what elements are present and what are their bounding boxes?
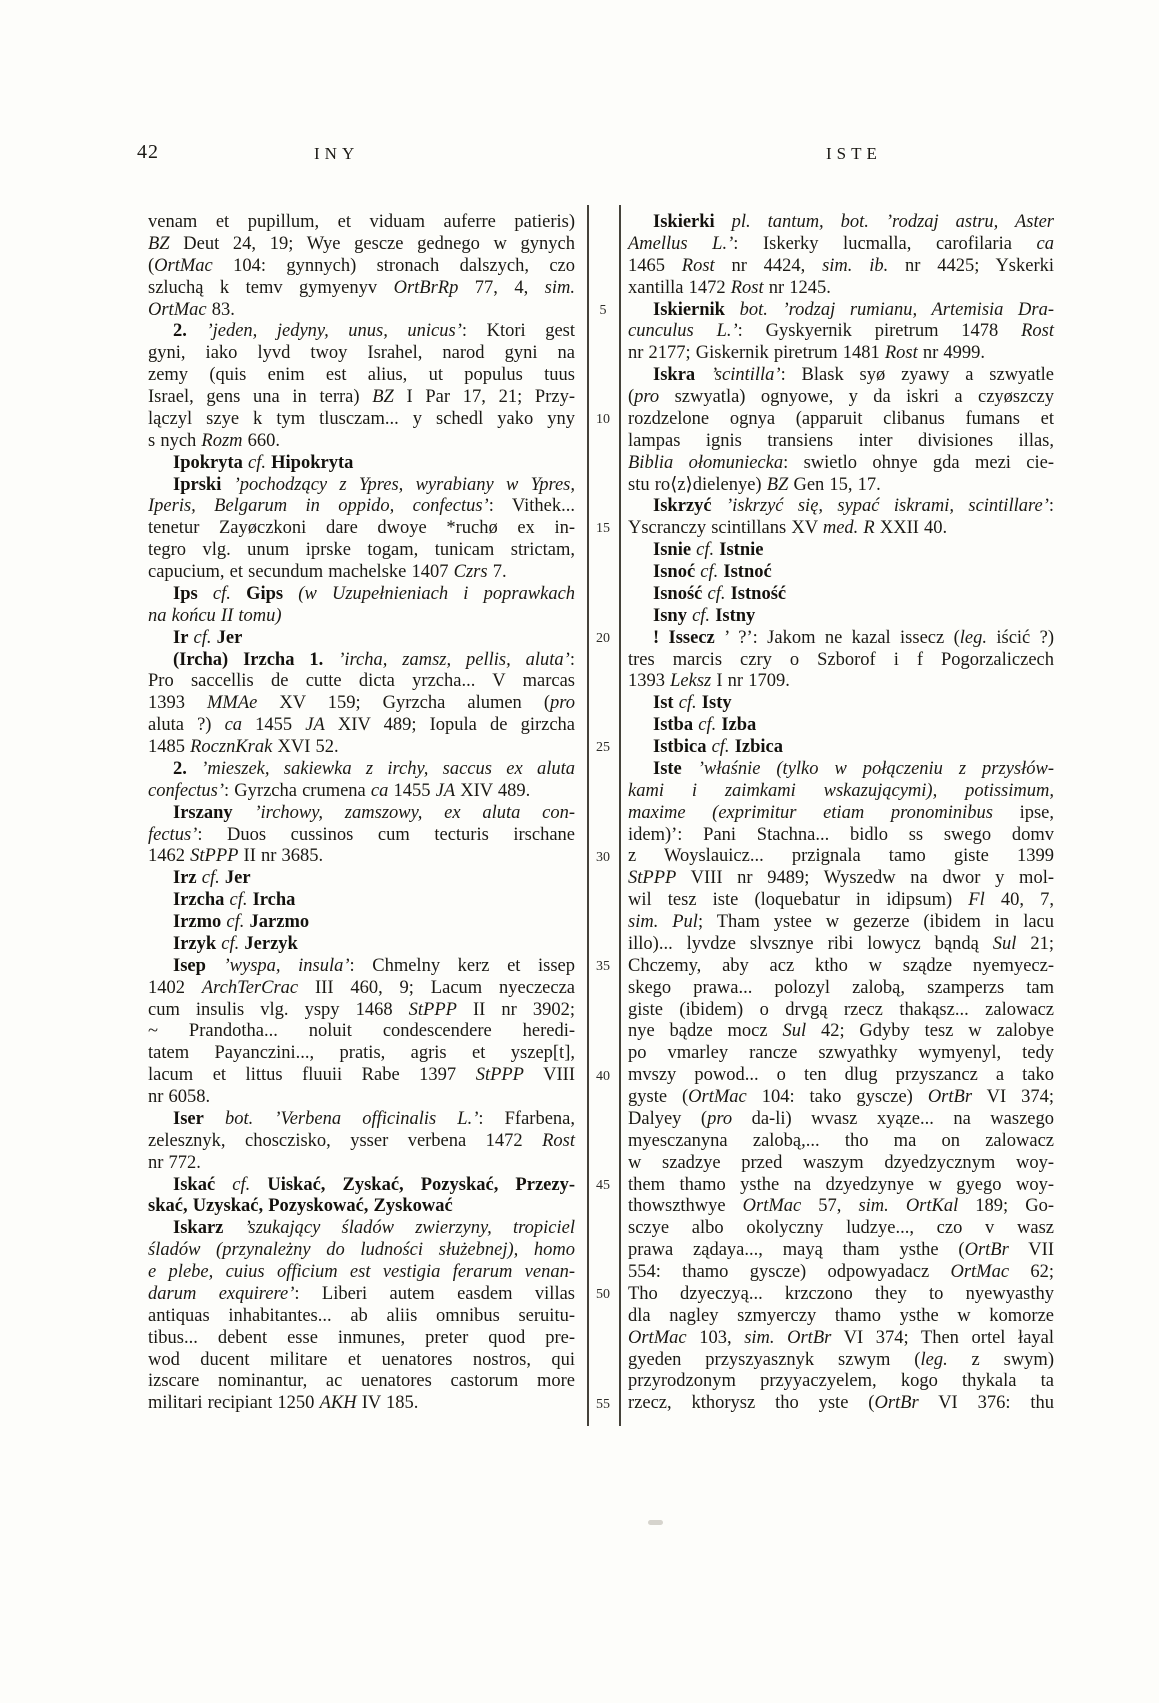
- text-line: Irz cf. Jer: [173, 868, 251, 889]
- text-line: gyni, iako lyvd twoy Israhel, narod gyni na: [148, 343, 575, 364]
- text-line: myesczanyna zalobą,... tho ma on zalowacz: [628, 1130, 1054, 1151]
- line-number: 20: [596, 630, 610, 646]
- text-line: 1485 RocznKrak XVI 52.: [148, 737, 339, 757]
- text-line: thowszthwye OrtMac 57, sim. OrtKal 189; Go-: [628, 1196, 1054, 1217]
- text-line: na końcu II tomu): [148, 605, 282, 626]
- text-line: nr 772.: [148, 1152, 201, 1173]
- line-number: 10: [596, 411, 610, 427]
- text-line: Yscranczy scintillans XV med. R XXII 40.: [628, 518, 948, 539]
- text-line: Istbica cf. Izbica: [653, 737, 783, 757]
- text-line: Iskra ’scintilla’: Blask syø zyawy a szwyatle: [653, 365, 1055, 386]
- column-rule-right: [619, 205, 621, 1426]
- text-line: tibus... debent esse inmunes, preter quod pre-: [148, 1327, 575, 1348]
- text-line: lampas ignis transiens inter divisiones illas,: [628, 430, 1054, 451]
- text-line: Iperis, Belgarum in oppido, confectus’: Vithek...: [148, 496, 575, 517]
- text-line: nr 6058.: [148, 1087, 211, 1107]
- line-number: 30: [596, 849, 610, 865]
- text-line: rozdzelone ognya (apparuit clibanus fumans et: [628, 408, 1054, 429]
- text-line: (OrtMac 104: gynnych) stronach dalszych, czo: [148, 255, 575, 276]
- line-number: 45: [596, 1177, 610, 1193]
- text-line: xantilla 1472 Rost nr 1245.: [628, 277, 831, 298]
- text-line: Ist cf. Isty: [653, 693, 732, 714]
- text-line: nr 2177; Giskernik piretrum 1481 Rost nr 4999.: [628, 343, 986, 364]
- text-line: giste (ibidem) o drvgą rzecz thakąsz... zalowacz: [628, 999, 1054, 1020]
- text-line: Iskierki pl. tantum, bot. ’rodzaj astru, Aster: [653, 212, 1054, 232]
- line-number: 40: [596, 1068, 610, 1084]
- text-line: tres marcis czry o Szborof i f Pogorzaliczech: [628, 649, 1054, 670]
- text-line: aluta ?) ca 1455 JA XIV 489; Iopula de girzcha: [148, 715, 576, 736]
- text-line: Irzcha cf. Ircha: [173, 890, 296, 911]
- text-line: idem)’: Pani Stachna... bidlo ss swego domv: [628, 824, 1054, 845]
- text-line: capucium, et secundum machelske 1407 Czrs 7.: [148, 562, 507, 582]
- text-line: wil tesz iste (loquebatur in idipsum) Fl 40, 7,: [628, 890, 1054, 911]
- text-line: zelesznyk, chosczisko, ysser verbena 1472 Rost: [148, 1130, 575, 1151]
- text-line: OrtMac 83.: [148, 299, 235, 320]
- text-line: izscare nominantur, ac uenatores castorum more: [148, 1371, 575, 1392]
- text-line: gyste (OrtMac 104: tako gyscze) OrtBr VI 374;: [628, 1087, 1054, 1107]
- text-line: 2. ’jeden, jedyny, unus, unicus’: Ktori gest: [173, 321, 576, 342]
- guide-word-right: ISTE: [826, 144, 882, 163]
- text-line: Pro saccellis de cutte dicta yrzcha... V marcas: [148, 671, 575, 692]
- text-line: Iskiernik bot. ’rodzaj rumianu, Artemisia Dra-: [653, 299, 1054, 320]
- text-line: sim. Pul; Tham ystee w gezerze (ibidem in lacu: [628, 912, 1055, 932]
- text-line: nye bądze mocz Sul 42; Gdyby tesz w zalobye: [628, 1021, 1054, 1042]
- text-line: stu ro⟨z⟩dielenye) BZ Gen 15, 17.: [628, 474, 881, 495]
- text-line: Irzyk cf. Jerzyk: [173, 933, 298, 954]
- line-number: 50: [596, 1287, 610, 1303]
- text-line: prawa ządaya..., mayą tham ysthe (OrtBr VII: [628, 1240, 1054, 1261]
- text-line: Irzmo cf. Jarzmo: [173, 912, 310, 932]
- page-number: 42: [137, 141, 159, 163]
- text-line: (pro szwyatla) ognyowe, y da iskri a czyøszczy: [628, 387, 1054, 407]
- text-line: 1402 ArchTerCrac III 460, 9; Lacum nyeczecza: [148, 977, 575, 998]
- text-line: ! Issecz ’ ?’: Jakom ne kazal issecz (leg. iścić ?): [653, 627, 1054, 648]
- text-line: Isnoć cf. Istnoć: [653, 562, 772, 582]
- right-column: [628, 212, 1054, 1415]
- text-line: StPPP VIII nr 9489; Wyszedw na dwor y mol-: [628, 868, 1054, 889]
- text-line: (Ircha) Irzcha 1. ’ircha, zamsz, pellis, aluta’:: [173, 649, 575, 670]
- line-number: 35: [596, 959, 610, 975]
- text-line: 1393 MMAe XV 159; Gyrzcha alumen (pro: [148, 693, 575, 714]
- line-number: 5: [599, 302, 607, 318]
- text-line: lacum et littus fluuii Rabe 1397 StPPP VIII: [148, 1065, 575, 1086]
- text-line: z Woyslauicz... przignala tamo giste 1399: [628, 846, 1054, 867]
- scan-artifact: [648, 1520, 663, 1525]
- text-line: przyrodzonym przyyaczyelem, kogo thykala ta: [628, 1371, 1054, 1392]
- text-line: Isep ’wyspa, insula’: Chmelny kerz et issep: [173, 955, 576, 976]
- text-line: Iser bot. ’Verbena officinalis L.’: Ffarbena,: [173, 1108, 576, 1129]
- text-line: e plebe, cuius officium est vestigia ferarum venan-: [148, 1262, 575, 1282]
- text-line: Dalyey (pro da-li) wvasz xyąze... na waszego: [628, 1108, 1054, 1129]
- text-line: 1462 StPPP II nr 3685.: [148, 846, 324, 867]
- text-line: szluchą k temv gymyenyv OrtBrRp 77, 4, sim.: [148, 277, 575, 298]
- text-line: ~ Prandotha... noluit condescendere heredi-: [148, 1021, 575, 1042]
- text-line: BZ Deut 24, 19; Wye gescze gednego w gynych: [148, 233, 575, 254]
- text-line: sczye albo okolyczny ludzye..., czo v wasz: [628, 1218, 1054, 1239]
- text-line: OrtMac 103, sim. OrtBr VI 374; Then ortel łayal: [628, 1327, 1055, 1348]
- text-line: kami i zaimkami wskazującymi), potissimum,: [628, 780, 1054, 801]
- text-line: Ipokryta cf. Hipokryta: [173, 452, 354, 473]
- text-line: militari recipiant 1250 AKH IV 185.: [148, 1393, 419, 1414]
- text-line: Ir cf. Jer: [173, 627, 243, 648]
- text-line: tenetur Zayøczkoni dare dwoye *ruchø ex in-: [148, 518, 575, 539]
- line-number: 55: [596, 1396, 610, 1412]
- text-line: illo)... lyvdze slvsznye ribi lowycz bąndą Sul 21;: [628, 933, 1055, 954]
- text-line: Isny cf. Istny: [653, 605, 756, 626]
- text-line: gyeden przyszyasznyk szwym (leg. z swym): [628, 1349, 1054, 1370]
- text-line: śladów (przynależny do ludności służebnej), homo: [148, 1240, 575, 1261]
- text-line: Chczemy, aby acz ktho w sządze nyemyecz-: [628, 955, 1054, 976]
- text-line: Iste ’właśnie (tylko w połączeniu z przysłów-: [653, 758, 1054, 779]
- text-line: lączyl szye k tym tlusczam... y schedl yako yny: [148, 408, 575, 429]
- text-line: cunculus L.’: Gyskyernik piretrum 1478 Rost: [628, 321, 1054, 342]
- text-line: Biblia ołomuniecka: swietlo ohnye gda mezi cie-: [628, 452, 1054, 473]
- text-line: 1393 Leksz I nr 1709.: [628, 671, 790, 692]
- left-column: [148, 212, 575, 1415]
- text-line: 554: thamo gyscze) odpowyadacz OrtMac 62;: [628, 1262, 1054, 1282]
- text-line: fectus’: Duos cussinos cum tecturis irschane: [148, 824, 575, 845]
- text-line: maxime (exprimitur etiam pronominibus ipse,: [628, 802, 1054, 823]
- text-line: skać, Uzyskać, Pozyskować, Zyskować: [148, 1196, 453, 1217]
- text-line: skego prawa... polozyl zalobą, szamperzs tam: [628, 977, 1054, 998]
- line-number: 25: [596, 740, 610, 756]
- guide-word-left: INY: [314, 144, 360, 163]
- text-line: Iprski ’pochodzący z Ypres, wyrabiany w Ypres,: [173, 474, 575, 495]
- text-line: tegro vlg. unum iprske togam, tunicam strictam,: [148, 540, 575, 561]
- text-line: Israel, gens una in terra) BZ I Par 17, 21; Przy-: [148, 387, 575, 407]
- column-rule-left: [587, 205, 589, 1426]
- text-line: mvszy powod... o ten dlug przyszancz a tako: [628, 1065, 1054, 1086]
- text-line: cum insulis vlg. yspy 1468 StPPP II nr 3902;: [148, 999, 576, 1020]
- text-line: 1465 Rost nr 4424, sim. ib. nr 4425; Yskerki: [628, 255, 1055, 276]
- text-line: Ips cf. Gips (w Uzupełnieniach i poprawkach: [173, 583, 576, 604]
- text-line: Amellus L.’: Iskerky lucmalla, carofilaria ca: [628, 233, 1054, 254]
- text-line: Isność cf. Istność: [653, 583, 787, 604]
- text-line: venam et pupillum, et viduam auferre patieris): [148, 212, 575, 232]
- text-line: rzecz, kthorysz tho yste (OrtBr VI 376: thu: [628, 1393, 1054, 1414]
- text-line: Iskrzyć ’iskrzyć się, sypać iskrami, scintillare’:: [653, 496, 1055, 517]
- text-line: 2. ’mieszek, sakiewka z irchy, saccus ex aluta: [173, 758, 575, 779]
- text-line: w szadzye przed waszym dzyedzycznym woy-: [628, 1152, 1054, 1173]
- text-line: them thamo ysthe na dzyedzynye w gyego woy-: [628, 1174, 1054, 1195]
- text-line: antiquas inhabitantes... ab aliis omnibus seruitu-: [148, 1305, 575, 1326]
- text-line: darum exquirere’: Liberi autem easdem villas: [148, 1283, 575, 1304]
- text-line: zemy (quis enim est alius, ut populus tuus: [148, 365, 575, 386]
- text-line: tatem Payanczini..., pratis, agris et yszep[t],: [148, 1043, 575, 1064]
- text-line: po vmarley rancze szwyathky wymyenyl, tedy: [628, 1043, 1054, 1064]
- text-line: Istba cf. Izba: [653, 715, 757, 736]
- text-line: dla nagley szmyerczy thamo ysthe w komorze: [628, 1305, 1054, 1326]
- text-line: s nych Rozm 660.: [148, 430, 281, 451]
- line-number: 15: [596, 521, 610, 537]
- text-line: Isnie cf. Istnie: [653, 540, 764, 561]
- text-line: Iskarz ’szukający śladów zwierzyny, tropiciel: [173, 1218, 575, 1239]
- text-line: wod ducent militare et uenatores nostros, qui: [148, 1349, 575, 1370]
- text-line: Tho dzyeczyą... krzczono they to nyewyasthy: [628, 1283, 1054, 1304]
- text-line: Iskać cf. Uiskać, Zyskać, Pozyskać, Przezy-: [173, 1174, 575, 1195]
- text-line: Irszany ’irchowy, zamszowy, ex aluta con-: [173, 802, 575, 823]
- text-line: confectus’: Gyrzcha crumena ca 1455 JA XIV 489.: [148, 780, 531, 801]
